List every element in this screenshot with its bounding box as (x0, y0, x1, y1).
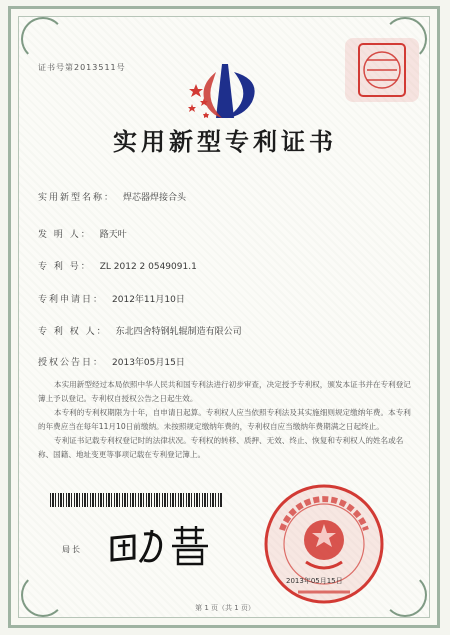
barcode (50, 493, 222, 507)
certificate-title: 实用新型专利证书 (113, 128, 337, 156)
field-value: 东北四舍特钢轧辊制造有限公司 (115, 327, 242, 337)
field-label: 授权公告日： (38, 358, 105, 368)
field-patent-number (38, 259, 197, 272)
field-value: 路天叶 (99, 230, 127, 240)
certificate-number: 证书号第2013511号 (38, 63, 126, 72)
seal-date: 2013年05月15日 (286, 577, 343, 585)
field-utility-model-name (38, 190, 186, 203)
field-value: 焊芯器焊接合头 (123, 193, 187, 203)
field-label: 发 明 人： (38, 230, 92, 240)
red-seal-icon (345, 38, 419, 102)
field-label: 专 利 号： (38, 262, 92, 272)
director-signature-icon (104, 520, 224, 570)
field-value: 2012年11月10日 (112, 295, 185, 305)
field-value: ZL 2012 2 0549091.1 (99, 262, 197, 272)
body-paragraph: 本专利的专利权期限为十年，自申请日起算。专利权人应当依照专利法及其实施细则规定缴纳年费。本专利的年费应当在每年11月10日前缴纳。未按照规定缴纳年费的，专利权自应当缴纳年费期满之日起终止。 (38, 408, 411, 431)
director-label: 局长 (62, 545, 82, 554)
patent-office-emblem-icon (182, 58, 268, 128)
field-label: 专 利 权 人： (38, 327, 108, 337)
page-footer: 第 1 页（共 1 页） (195, 604, 255, 612)
registration-seal-top (345, 38, 419, 102)
body-paragraph: 专利证书记载专利权登记时的法律状况。专利权的转移、质押、无效、终止、恢复和专利权人的姓名或名称、国籍、地址变更等事项记载在专利登记簿上。 (38, 436, 404, 459)
official-seal-icon (262, 482, 386, 606)
field-label: 实用新型名称： (38, 193, 116, 203)
field-patentee (38, 324, 242, 337)
body-paragraph: 本实用新型经过本局依照中华人民共和国专利法进行初步审查，决定授予专利权，颁发本证书并在专利登记簿上予以登记。专利权自授权公告之日起生效。 (38, 380, 411, 403)
field-application-date (38, 292, 185, 305)
certificate-body (38, 378, 412, 462)
field-value: 2013年05月15日 (112, 358, 185, 368)
field-inventor (38, 227, 127, 240)
field-label: 专利申请日： (38, 295, 105, 305)
field-grant-date (38, 355, 185, 368)
corner-ornament-top-left (21, 17, 65, 61)
